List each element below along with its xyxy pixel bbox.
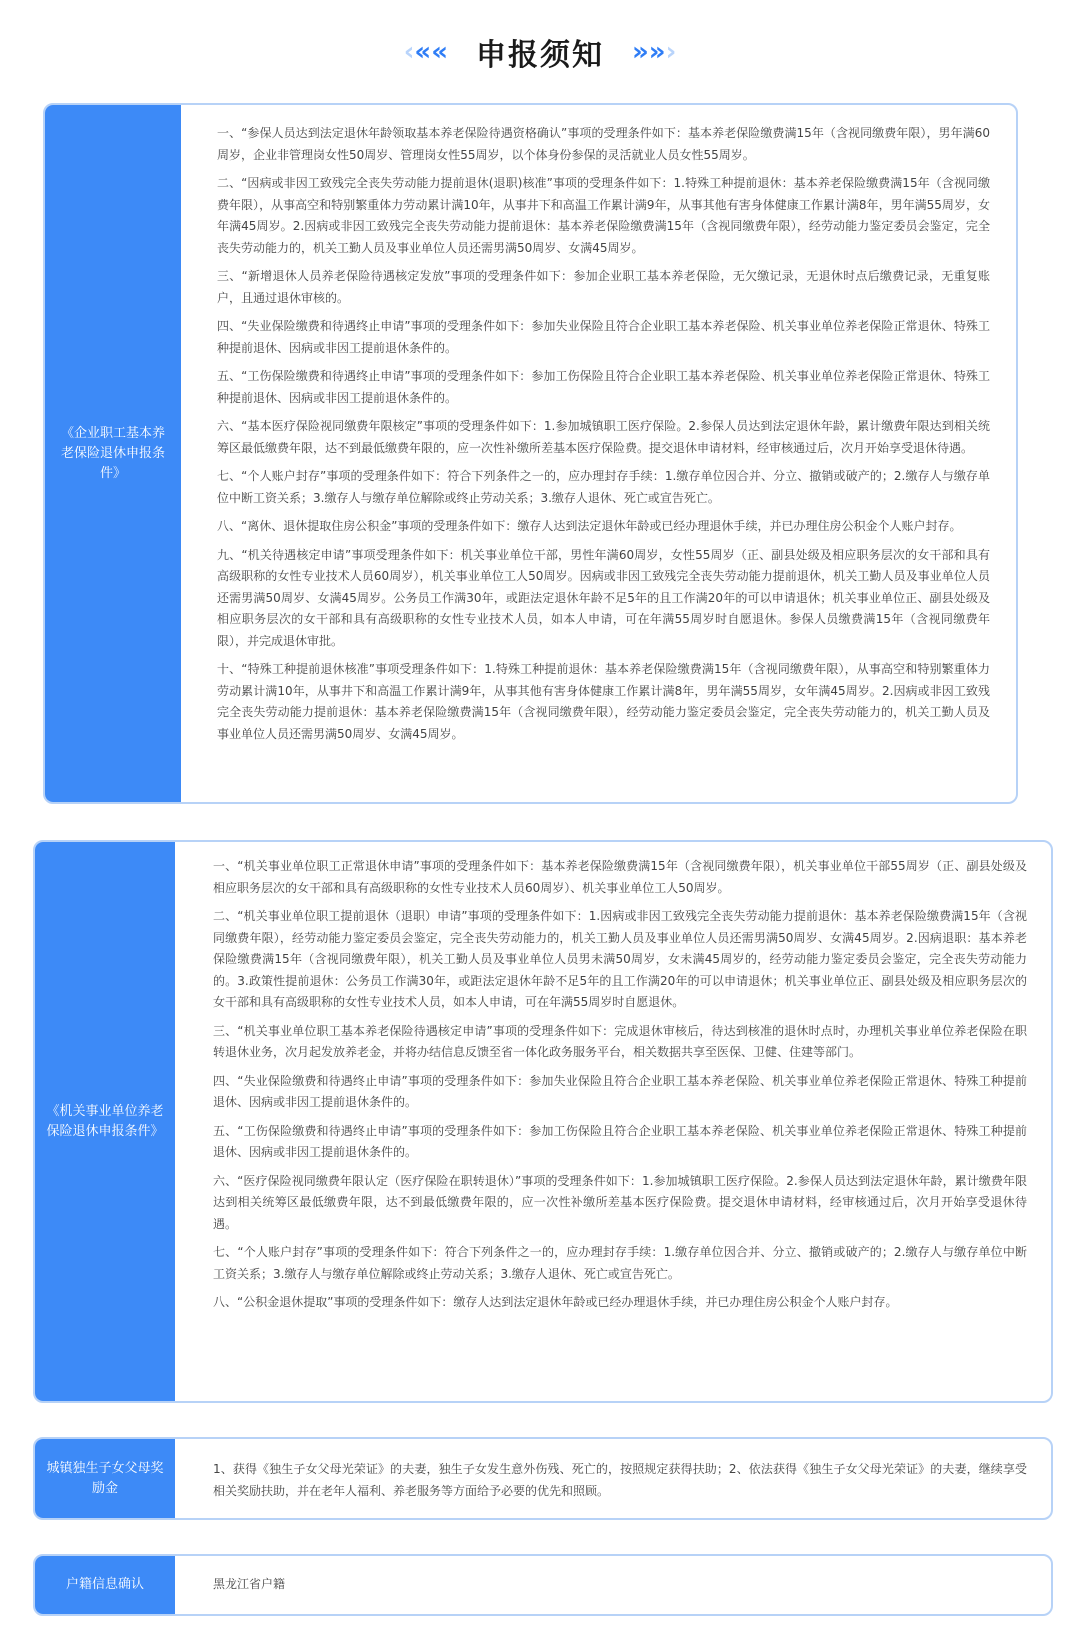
list-item: 二、“机关事业单位职工提前退休（退职）申请”事项的受理条件如下：1.因病或非因工致残完全丧失劳动能力提前退休：基本养老保险缴费满15年（含视同缴费年限），经劳动能力鉴定委员会鉴定，完全丧失劳动能力的，机关工勤人员及事业单位人员还需男满50周岁、女满45周岁。2.因病退职：基本养老保险缴费满15年（含视同缴费年限），机关工勤人员及事业单位人员男未满50周岁，女未满45周岁的，经劳动能力鉴定委员会鉴定，完全丧失劳动能力的。3.政策性提前退休：公务员工作满30年，或距法定退休年龄不足5年的且工作满20年的可以申请退休；机关事业单位正、副县处级及相应职务层次的女干部和具有高级职称的女性专业技术人员，如本人申请，可在年满55周岁时自愿退休。 xyxy=(213,909,1027,1009)
list-item: 六、“基本医疗保险视同缴费年限核定”事项的受理条件如下：1.参加城镇职工医疗保险。2.参保人员达到法定退休年龄，累计缴费年限达到相关统筹区最低缴费年限，达不到最低缴费年限的，应一次性补缴所差基本医疗保险费。提交退休申请材料，经审核通过后，次月开始享受退休待遇。 xyxy=(217,419,990,455)
section-label xyxy=(35,1556,175,1614)
list-item: 九、“机关待遇核定申请”事项受理条件如下：机关事业单位干部，男性年满60周岁，女性55周岁（正、副县处级及相应职务层次的女干部和具有高级职称的女性专业技术人员60周岁），机关事业单位工人50周岁。因病或非因工致残完全丧失劳动能力提前退休，机关工勤人员及事业单位人员还需男满50周岁、女满45周岁。公务员工作满30年，或距法定退休年龄不足5年的且工作满20年的可以申请退休；机关事业单位正、副县处级及相应职务层次的女干部和具有高级职称的女性专业技术人员，如本人申请，可在年满55周岁时自愿退休。参保人员缴费满15年（含视同缴费年限），并完成退休审批。 xyxy=(217,547,990,648)
section-label xyxy=(45,105,181,802)
list-item: 一、“参保人员达到法定退休年龄领取基本养老保险待遇资格确认”事项的受理条件如下：基本养老保险缴费满15年（含视同缴费年限），男年满60周岁，企业非管理岗女性50周岁、管理岗女性55周岁，以个体身份参保的灵活就业人员女性55周岁。 xyxy=(217,126,990,162)
list-item: 五、“工伤保险缴费和待遇终止申请”事项的受理条件如下：参加工伤保险且符合企业职工基本养老保险、机关事业单位养老保险正常退休、特殊工种提前退休、因病或非因工提前退休条件的。 xyxy=(213,1123,1027,1159)
right-chevron-icon: »» › xyxy=(632,37,677,67)
left-chevron-icon: ‹ «« xyxy=(403,37,448,67)
section-label-text: 户籍信息确认 xyxy=(65,1577,144,1592)
list-item: 1、获得《独生子女父母光荣证》的夫妻，独生子女发生意外伤残、死亡的，按照规定获得扶助；2、依法获得《独生子女父母光荣证》的夫妻，继续享受相关奖励扶助，并在老年人福利、养老服务等方面给予必要的优先和照顾。 xyxy=(213,1462,1027,1498)
list-item: 八、“公积金退休提取”事项的受理条件如下：缴存人达到法定退休年龄或已经办理退休手续，并已办理住房公积金个人账户封存。 xyxy=(213,1295,898,1309)
section-institution-pension xyxy=(33,840,1053,1403)
section-household-registration xyxy=(33,1554,1053,1616)
list-item: 七、“个人账户封存”事项的受理条件如下：符合下列条件之一的，应办理封存手续：1.缴存单位因合并、分立、撤销或破产的；2.缴存人与缴存单位中断工资关系；3.缴存人与缴存单位解除或终止劳动关系；3.缴存人退休、死亡或宣告死亡。 xyxy=(213,1245,1027,1281)
section-label-text: 城镇独生子女父母奖励金 xyxy=(46,1460,164,1496)
list-item: 黑龙江省户籍 xyxy=(213,1577,286,1592)
section-label xyxy=(35,842,175,1401)
list-item: 七、“个人账户封存”事项的受理条件如下：符合下列条件之一的，应办理封存手续：1.缴存单位因合并、分立、撤销或破产的；2.缴存人与缴存单位中断工资关系；3.缴存人与缴存单位解除或终止劳动关系；3.缴存人退休、死亡或宣告死亡。 xyxy=(217,469,990,505)
list-item: 四、“失业保险缴费和待遇终止申请”事项的受理条件如下：参加失业保险且符合企业职工基本养老保险、机关事业单位养老保险正常退休、特殊工种提前退休、因病或非因工提前退休条件的。 xyxy=(213,1073,1027,1109)
section-enterprise-pension xyxy=(43,103,1018,804)
list-item: 八、“离休、退休提取住房公积金”事项的受理条件如下：缴存人达到法定退休年龄或已经办理退休手续，并已办理住房公积金个人账户封存。 xyxy=(217,519,962,533)
list-item: 六、“医疗保险视同缴费年限认定（医疗保险在职转退休）”事项的受理条件如下：1.参加城镇职工医疗保险。2.参保人员达到法定退休年龄，累计缴费年限达到相关统筹区最低缴费年限，达不到最低缴费年限的，应一次性补缴所差基本医疗保险费。提交退休申请材料，经审核通过后，次月开始享受退休待遇。 xyxy=(213,1173,1027,1231)
page-title: 申报须知 xyxy=(476,38,604,73)
list-item: 一、“机关事业单位职工正常退休申请”事项的受理条件如下：基本养老保险缴费满15年（含视同缴费年限），机关事业单位干部55周岁（正、副县处级及相应职务层次的女干部和具有高级职称的女性专业技术人员60周岁）、机关事业单位工人50周岁。 xyxy=(213,859,1027,895)
section-only-child-reward xyxy=(33,1437,1053,1520)
section-content xyxy=(175,1556,1051,1614)
section-content xyxy=(175,1439,1051,1518)
section-content xyxy=(181,105,1016,802)
section-content xyxy=(175,842,1051,1401)
section-label-text: 《机关事业单位养老保险退休申报条件》 xyxy=(46,1103,164,1139)
list-item: 二、“因病或非因工致残完全丧失劳动能力提前退休(退职)核准”事项的受理条件如下：1.特殊工种提前退休：基本养老保险缴费满15年（含视同缴费年限），从事高空和特别繁重体力劳动累计满10年，从事井下和高温工作累计满9年，从事其他有害身体健康工作累计满8年，男年满55周岁，女年满45周岁。2.因病或非因工致残完全丧失劳动能力提前退休：基本养老保险缴费满15年（含视同缴费年限），经劳动能力鉴定委员会鉴定，完全丧失劳动能力的，机关工勤人员及事业单位人员还需男满50周岁、女满45周岁。 xyxy=(217,176,990,255)
list-item: 三、“新增退休人员养老保险待遇核定发放”事项的受理条件如下：参加企业职工基本养老保险，无欠缴记录，无退休时点后缴费记录，无重复账户，且通过退休审核的。 xyxy=(217,269,990,305)
section-label xyxy=(35,1439,175,1518)
list-item: 五、“工伤保险缴费和待遇终止申请”事项的受理条件如下：参加工伤保险且符合企业职工基本养老保险、机关事业单位养老保险正常退休、特殊工种提前退休、因病或非因工提前退休条件的。 xyxy=(217,369,990,405)
title-bar xyxy=(0,22,1080,82)
list-item: 十、“特殊工种提前退休核准”事项受理条件如下：1.特殊工种提前退休：基本养老保险缴费满15年（含视同缴费年限），从事高空和特别繁重体力劳动累计满10年，从事井下和高温工作累计满9年，从事其他有害身体健康工作累计满8年，男年满55周岁，女年满45周岁。2.因病或非因工致残完全丧失劳动能力提前退休：基本养老保险缴费满15年（含视同缴费年限），经劳动能力鉴定委员会鉴定，完全丧失劳动能力的，机关工勤人员及事业单位人员还需男满50周岁、女满45周岁。 xyxy=(217,662,990,741)
list-item: 四、“失业保险缴费和待遇终止申请”事项的受理条件如下：参加失业保险且符合企业职工基本养老保险、机关事业单位养老保险正常退休、特殊工种提前退休、因病或非因工提前退休条件的。 xyxy=(217,319,990,355)
list-item: 三、“机关事业单位职工基本养老保险待遇核定申请”事项的受理条件如下：完成退休审核后，待达到核准的退休时点时，办理机关事业单位养老保险在职转退休业务，次月起发放养老金，并将办结信息反馈至省一体化政务服务平台，相关数据共享至医保、卫健、住建等部门。 xyxy=(213,1023,1027,1059)
section-label-text: 《企业职工基本养老保险退休申报条件》 xyxy=(60,425,165,481)
